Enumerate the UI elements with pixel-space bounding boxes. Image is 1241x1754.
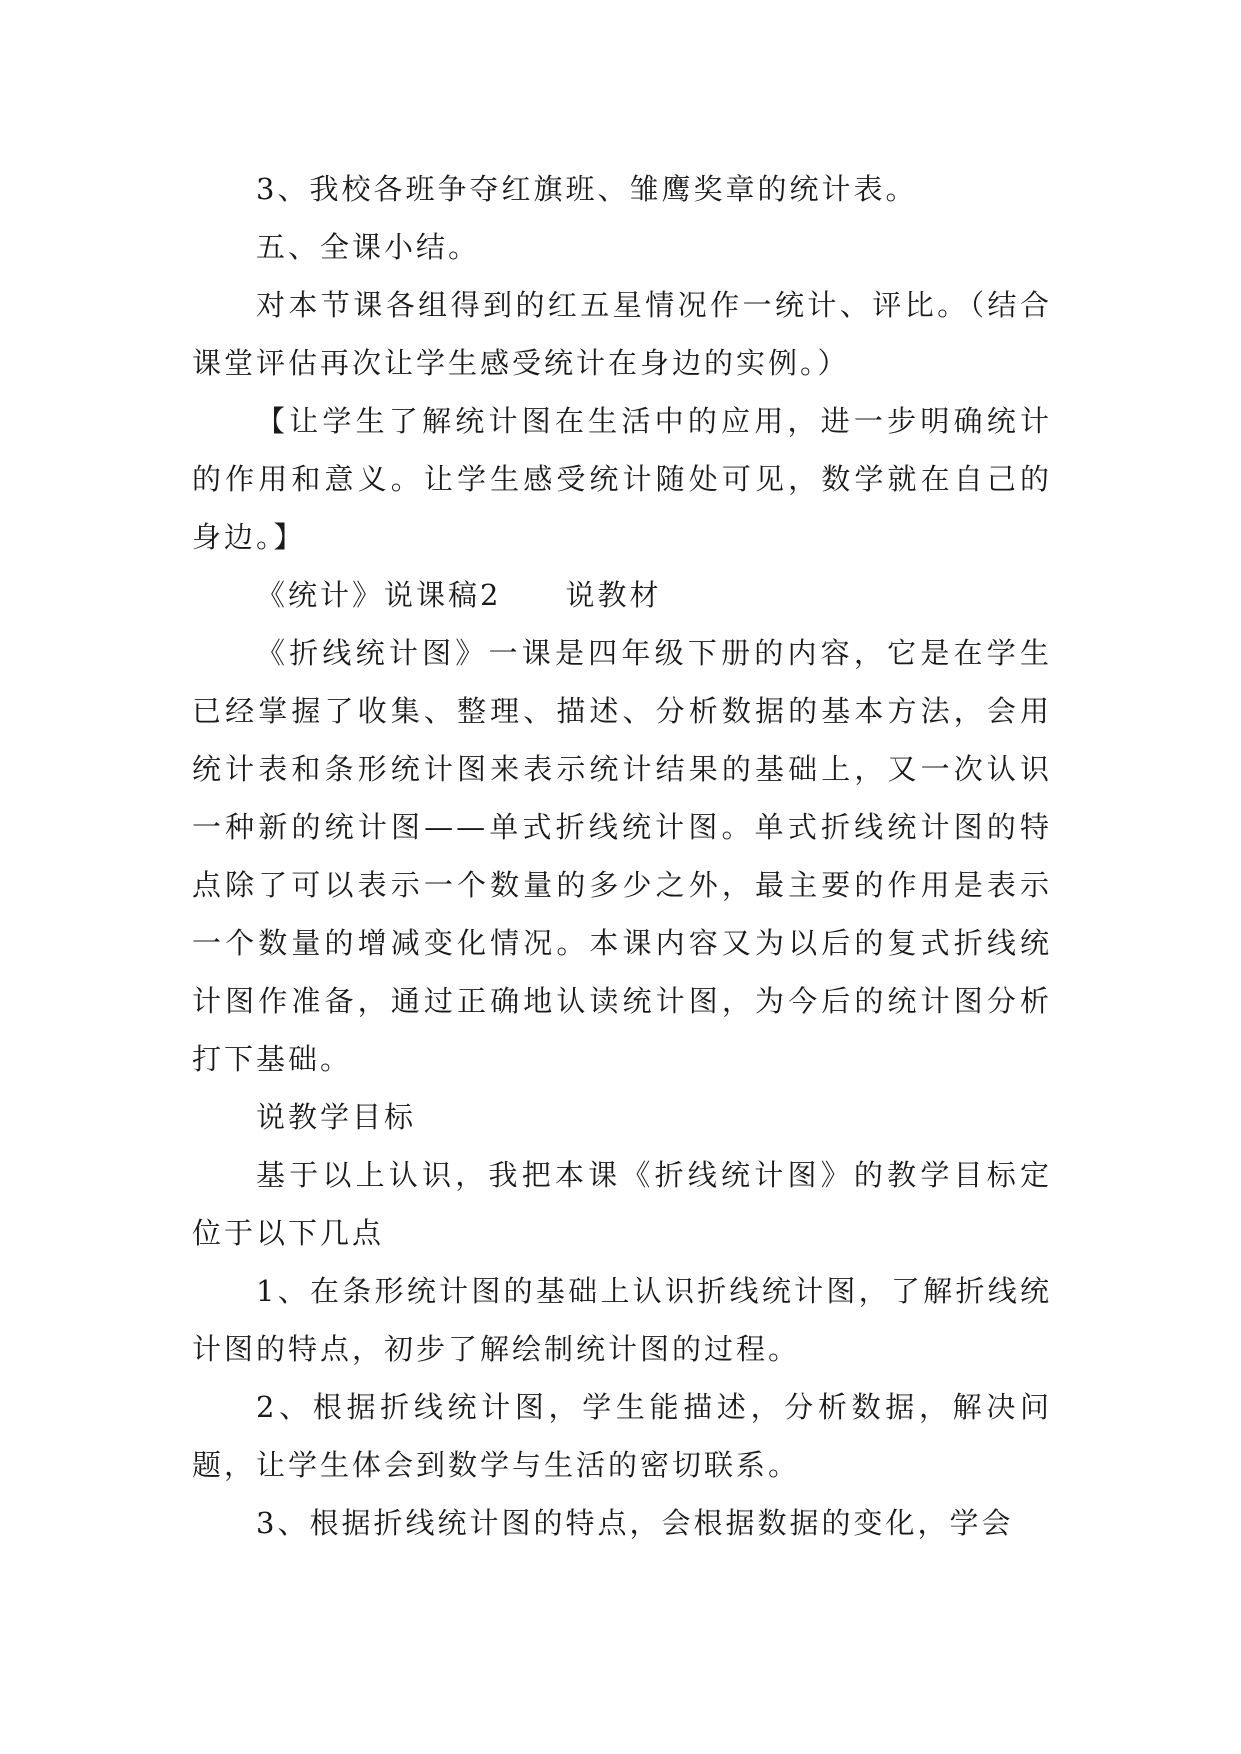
section-heading-goals: 说教学目标 bbox=[256, 1100, 417, 1134]
paragraph-item-3: 3、我校各班争夺红旗班、雏鹰奖章的统计表。 bbox=[256, 172, 918, 206]
section-heading-summary: 五、全课小结。 bbox=[256, 230, 481, 264]
paragraph-goals-intro: 基于以上认识，我把本课《折线统计图》的教学目标定位于以下几点 bbox=[192, 1158, 1052, 1250]
paragraph-goal-3: 3、根据折线统计图的特点，会根据数据的变化，学会 bbox=[256, 1506, 1014, 1540]
section-heading-lesson-2: 《统计》说课稿2 说教材 bbox=[256, 578, 662, 612]
document-body bbox=[192, 160, 1052, 1552]
paragraph-annotation: 【让学生了解统计图在生活中的应用，进一步明确统计的作用和意义。让学生感受统计随处可见，数学就在自己的身边。】 bbox=[192, 404, 1052, 554]
paragraph-goal-2: 2、根据折线统计图，学生能描述，分析数据，解决问题，让学生体会到数学与生活的密切联系。 bbox=[192, 1390, 1052, 1482]
paragraph-star-review: 对本节课各组得到的红五星情况作一统计、评比。（结合课堂评估再次让学生感受统计在身边的实例。） bbox=[192, 288, 1052, 380]
paragraph-textbook: 《折线统计图》一课是四年级下册的内容，它是在学生已经掌握了收集、整理、描述、分析数据的基本方法，会用统计表和条形统计图来表示统计结果的基础上，又一次认识一种新的统计图——单式折线统计图。单式折线统计图的特点除了可以表示一个数量的多少之外，最主要的作用是表示一个数量的增减变化情况。本课内容又为以后的复式折线统计图作准备，通过正确地认读统计图，为今后的统计图分析打下基础。 bbox=[192, 636, 1052, 1076]
paragraph-goal-1: 1、在条形统计图的基础上认识折线统计图，了解折线统计图的特点，初步了解绘制统计图的过程。 bbox=[192, 1274, 1052, 1366]
